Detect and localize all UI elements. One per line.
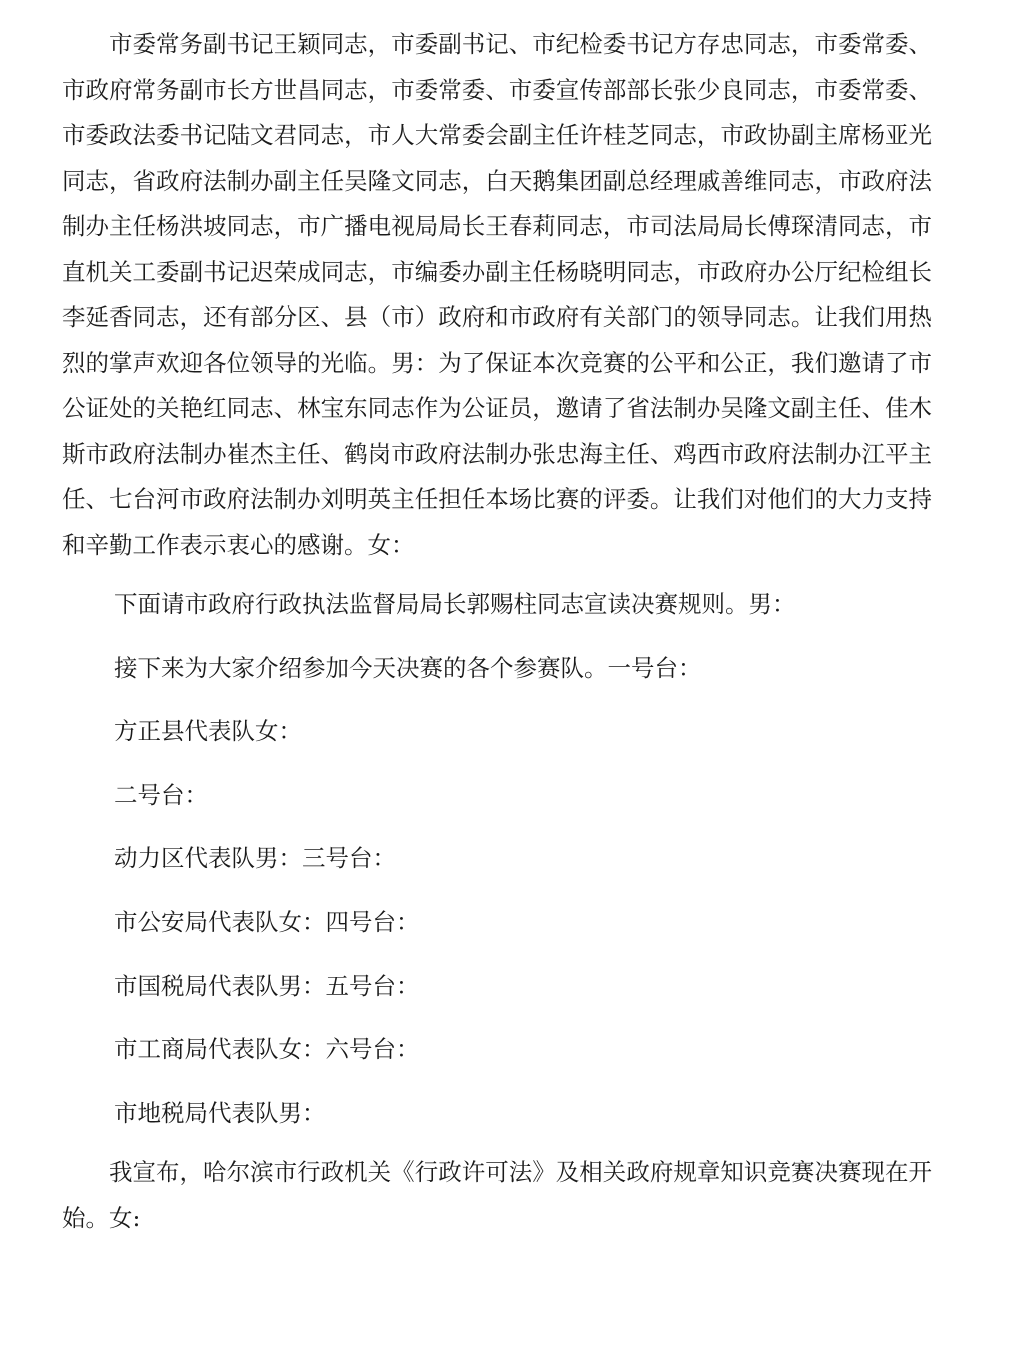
team-line-national-tax: 市国税局代表队男：五号台： <box>114 971 420 1000</box>
team-line-industry-commerce: 市工商局代表队女：六号台： <box>114 1035 420 1064</box>
team-line-fangzheng: 方正县代表队女： <box>114 717 302 746</box>
document-page <box>62 22 932 1241</box>
paragraph-announcement: 我宣布，哈尔滨市行政机关《行政许可法》及相关政府规章知识竞赛决赛现在开始。女: <box>62 1158 932 1232</box>
team-line-stage-2: 二号台： <box>114 780 208 809</box>
team-line-public-security: 市公安局代表队女：四号台： <box>114 907 420 936</box>
team-line-local-tax: 市地税局代表队男： <box>114 1098 326 1127</box>
paragraph-guests: 市委常务副书记王颖同志，市委副书记、市纪检委书记方存忠同志，市委常委、市政府常务副市长方世昌同志，市委常委、市委宣传部部长张少良同志，市委常委、市委政法委书记陆文君同志，市人大常委会副主任许桂芝同志，市政协副主席杨亚光同志，省政府法制办副主任吴隆文同志，白天鹅集团副总经理戚善维同志，市政府法制办主任杨洪坡同志，市广播电视局局长王春莉同志，市司法局局长傅琛清同志，市直机关工委副书记迟荣成同志，市编委办副主任杨晓明同志，市政府办公厅纪检组长李延香同志，还有部分区、县（市）政府和市政府有关部门的领导同志。让我们用热烈的掌声欢迎各位领导的光临。男：为了保证本次竞赛的公平和公正，我们邀请了市公证处的关艳红同志、林宝东同志作为公证员，邀请了省法制办吴隆文副主任、佳木斯市政府法制办崔杰主任、鹤岗市政府法制办张忠海主任、鸡西市政府法制办江平主任、七台河市政府法制办刘明英主任担任本场比赛的评委。让我们对他们的大力支持和辛勤工作表示衷心的感谢。女： <box>62 30 932 559</box>
paragraph-rules: 下面请市政府行政执法监督局局长郭赐柱同志宣读决赛规则。男： <box>114 590 796 618</box>
paragraph-teams-intro: 接下来为大家介绍参加今天决赛的各个参赛队。一号台： <box>114 653 702 682</box>
team-line-dongli: 动力区代表队男：三号台： <box>114 844 396 873</box>
